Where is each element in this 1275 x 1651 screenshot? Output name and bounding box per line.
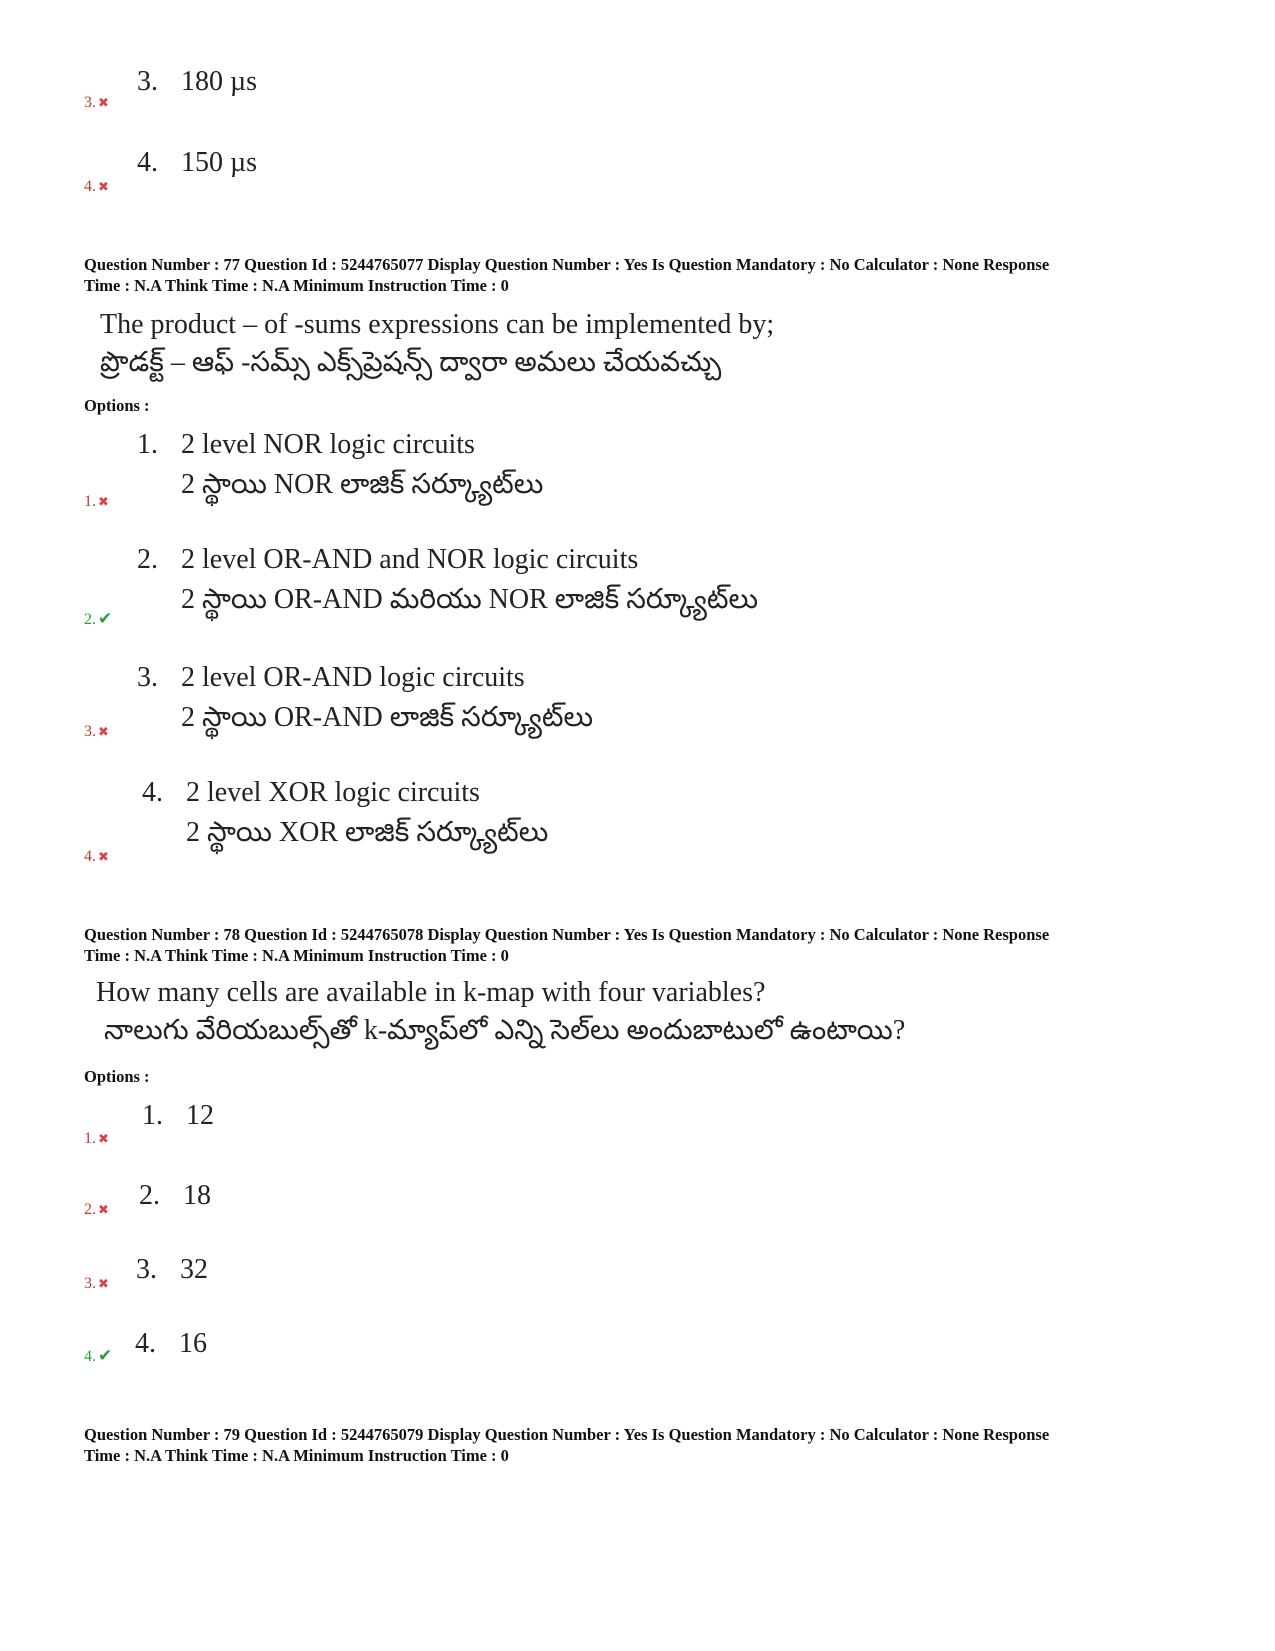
q78-option-2: 2. 18 (139, 1180, 211, 1211)
cross-icon: ✖ (98, 1276, 109, 1291)
cross-icon: ✖ (98, 1131, 109, 1146)
question-77-options-heading: Options : (84, 396, 150, 415)
q77-option-3-marker: 3. ✖ (84, 723, 109, 740)
q77-option-2-marker: 2. ✔ (84, 609, 113, 628)
q77-option-4: 4. 2 level XOR logic circuits 2 స్థాయి XOR లాజిక్ సర్క్యూట్‌లు (142, 777, 549, 848)
cross-icon: ✖ (98, 95, 109, 110)
q77-option-3: 3. 2 level OR-AND logic circuits 2 స్థాయి OR-AND లాజిక్ సర్క్యూట్‌లు (137, 662, 594, 733)
q77-option-2: 2. 2 level OR-AND and NOR logic circuits 2 స్థాయి OR-AND మరియు NOR లాజిక్ సర్క్యూట్‌లు (137, 544, 759, 615)
question-77-meta: Question Number : 77 Question Id : 5244765077 Display Question Number : Yes Is Question Mandatory : No Calculator : None Response Time : N.A Think Time : N.A Minimum Instruction Time : 0 (84, 255, 1050, 295)
q78-option-3-marker: 3. ✖ (84, 1275, 109, 1292)
prev-option-4-text: 4. 150 µs (137, 147, 258, 178)
question-79-meta: Question Number : 79 Question Id : 5244765079 Display Question Number : Yes Is Question Mandatory : No Calculator : None Response Time : N.A Think Time : N.A Minimum Instruction Time : 0 (84, 1425, 1050, 1465)
cross-icon: ✖ (98, 494, 109, 509)
check-icon: ✔ (98, 609, 113, 628)
cross-icon: ✖ (98, 724, 109, 739)
question-78-meta: Question Number : 78 Question Id : 5244765078 Display Question Number : Yes Is Question Mandatory : No Calculator : None Response Time : N.A Think Time : N.A Minimum Instruction Time : 0 (84, 925, 1050, 965)
q78-option-4-marker: 4. ✔ (84, 1346, 113, 1365)
question-77-text: The product – of -sums expressions can be implemented by; ప్రొడక్ట్ – ఆఫ్ -సమ్స్ ఎక్స్‌ప్రెషన్స్ ద్వారా అమలు చేయవచ్చు (100, 309, 775, 378)
check-icon: ✔ (98, 1346, 113, 1365)
q77-option-1: 1. 2 level NOR logic circuits 2 స్థాయి NOR లాజిక్ సర్క్యూట్‌లు (137, 429, 544, 500)
q78-option-2-marker: 2. ✖ (84, 1201, 109, 1218)
question-78-text: How many cells are available in k-map with four variables? నాలుగు వేరియబుల్స్‌తో k-మ్యాప్‌లో ఎన్ని సెల్‌లు అందుబాటులో ఉంటాయి? (96, 977, 906, 1046)
q77-option-1-marker: 1. ✖ (84, 493, 109, 510)
q78-option-3: 3. 32 (136, 1254, 208, 1285)
prev-option-3-marker: 3. ✖ (84, 94, 109, 111)
cross-icon: ✖ (98, 849, 109, 864)
cross-icon: ✖ (98, 1202, 109, 1217)
cross-icon: ✖ (98, 179, 109, 194)
prev-option-3-text: 3. 180 µs (137, 66, 258, 97)
q78-option-1: 1. 12 (142, 1100, 214, 1131)
question-78-options-heading: Options : (84, 1067, 150, 1086)
q78-option-1-marker: 1. ✖ (84, 1130, 109, 1147)
q78-option-4: 4. 16 (135, 1328, 207, 1359)
prev-option-4-marker: 4. ✖ (84, 178, 109, 195)
q77-option-4-marker: 4. ✖ (84, 848, 109, 865)
